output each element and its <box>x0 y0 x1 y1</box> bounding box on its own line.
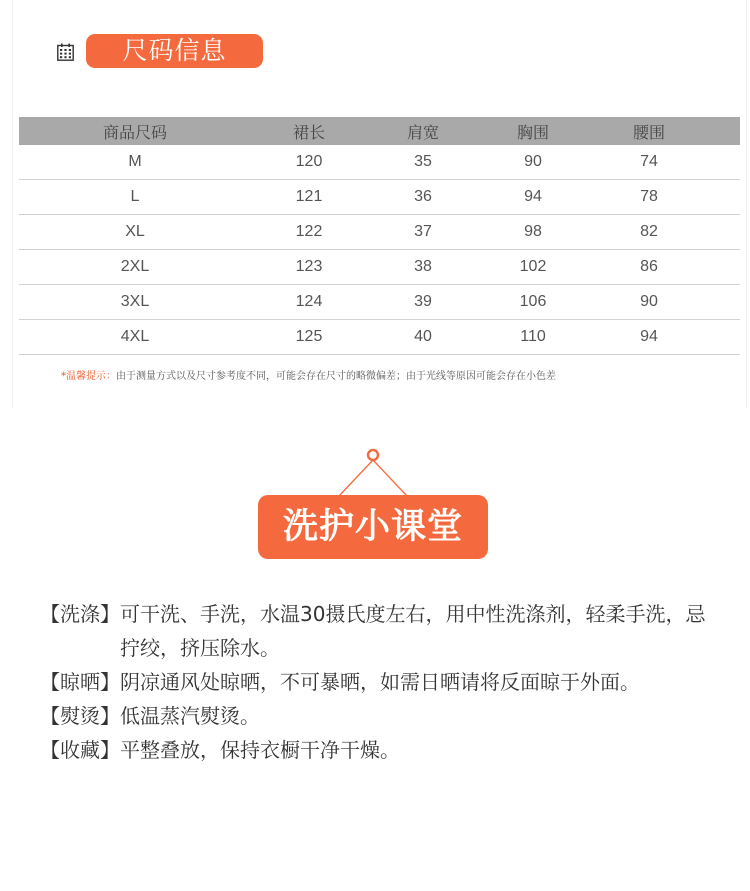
table-cell: 78 <box>587 180 711 215</box>
table-cell: 40 <box>367 320 479 355</box>
care-label: 【收藏】 <box>40 738 120 762</box>
column-header: 腰围 <box>587 117 711 145</box>
care-label: 【熨烫】 <box>40 704 120 728</box>
calendar-icon <box>57 43 74 61</box>
table-spacer <box>711 285 740 320</box>
care-item-storage <box>40 733 720 767</box>
table-cell: 38 <box>367 250 479 285</box>
table-row <box>19 145 740 180</box>
table-row <box>19 180 740 215</box>
table-cell: 121 <box>251 180 367 215</box>
table-cell: 110 <box>479 320 587 355</box>
table-spacer <box>711 180 740 215</box>
table-cell: 106 <box>479 285 587 320</box>
table-cell: M <box>19 145 251 180</box>
table-cell: 102 <box>479 250 587 285</box>
table-row <box>19 320 740 355</box>
column-header: 肩宽 <box>367 117 479 145</box>
care-item-wash <box>40 597 720 665</box>
table-cell: 98 <box>479 215 587 250</box>
column-header: 胸围 <box>479 117 587 145</box>
table-cell: 86 <box>587 250 711 285</box>
table-cell: 90 <box>587 285 711 320</box>
size-tip <box>61 367 556 382</box>
table-cell: 39 <box>367 285 479 320</box>
table-cell: 122 <box>251 215 367 250</box>
care-label: 【洗涤】 <box>40 602 120 626</box>
care-section-title: 洗护小课堂 <box>258 495 488 559</box>
table-cell: 125 <box>251 320 367 355</box>
care-label: 【晾晒】 <box>40 670 120 694</box>
table-cell: 3XL <box>19 285 251 320</box>
table-cell: 36 <box>367 180 479 215</box>
table-cell: 74 <box>587 145 711 180</box>
table-row <box>19 250 740 285</box>
tip-label: *温馨提示： <box>61 371 116 382</box>
table-row <box>19 215 740 250</box>
table-cell: 4XL <box>19 320 251 355</box>
table-header-row <box>19 117 740 145</box>
table-spacer <box>711 215 740 250</box>
size-table <box>19 117 740 355</box>
care-text: 低温蒸汽熨烫。 <box>120 704 260 728</box>
table-spacer <box>711 145 740 180</box>
care-text: 可干洗、手洗，水温30摄氏度左右，用中性洗涤剂，轻柔手洗，忌拧绞，挤压除水。 <box>120 602 706 660</box>
care-item-iron <box>40 699 720 733</box>
table-cell: 90 <box>479 145 587 180</box>
table-cell: 82 <box>587 215 711 250</box>
table-cell: L <box>19 180 251 215</box>
table-cell: XL <box>19 215 251 250</box>
column-header: 商品尺码 <box>19 117 251 145</box>
table-cell: 35 <box>367 145 479 180</box>
table-cell: 94 <box>479 180 587 215</box>
table-cell: 120 <box>251 145 367 180</box>
table-cell: 2XL <box>19 250 251 285</box>
table-cell: 94 <box>587 320 711 355</box>
table-spacer <box>711 250 740 285</box>
table-cell: 123 <box>251 250 367 285</box>
column-header: 裙长 <box>251 117 367 145</box>
table-cell: 37 <box>367 215 479 250</box>
care-item-dry <box>40 665 720 699</box>
header-spacer <box>711 117 740 145</box>
table-cell: 124 <box>251 285 367 320</box>
table-row <box>19 285 740 320</box>
care-instructions <box>40 597 720 767</box>
tip-text: 由于测量方式以及尺寸参考度不同，可能会存在尺寸的略微偏差；由于光线等原因可能会存在小色差 <box>116 371 556 382</box>
size-section-title: 尺码信息 <box>86 34 263 68</box>
care-text: 平整叠放，保持衣橱干净干燥。 <box>120 738 400 762</box>
table-spacer <box>711 320 740 355</box>
care-text: 阴凉通风处晾晒，不可暴晒，如需日晒请将反面晾于外面。 <box>120 670 640 694</box>
hanger-icon <box>330 444 420 500</box>
